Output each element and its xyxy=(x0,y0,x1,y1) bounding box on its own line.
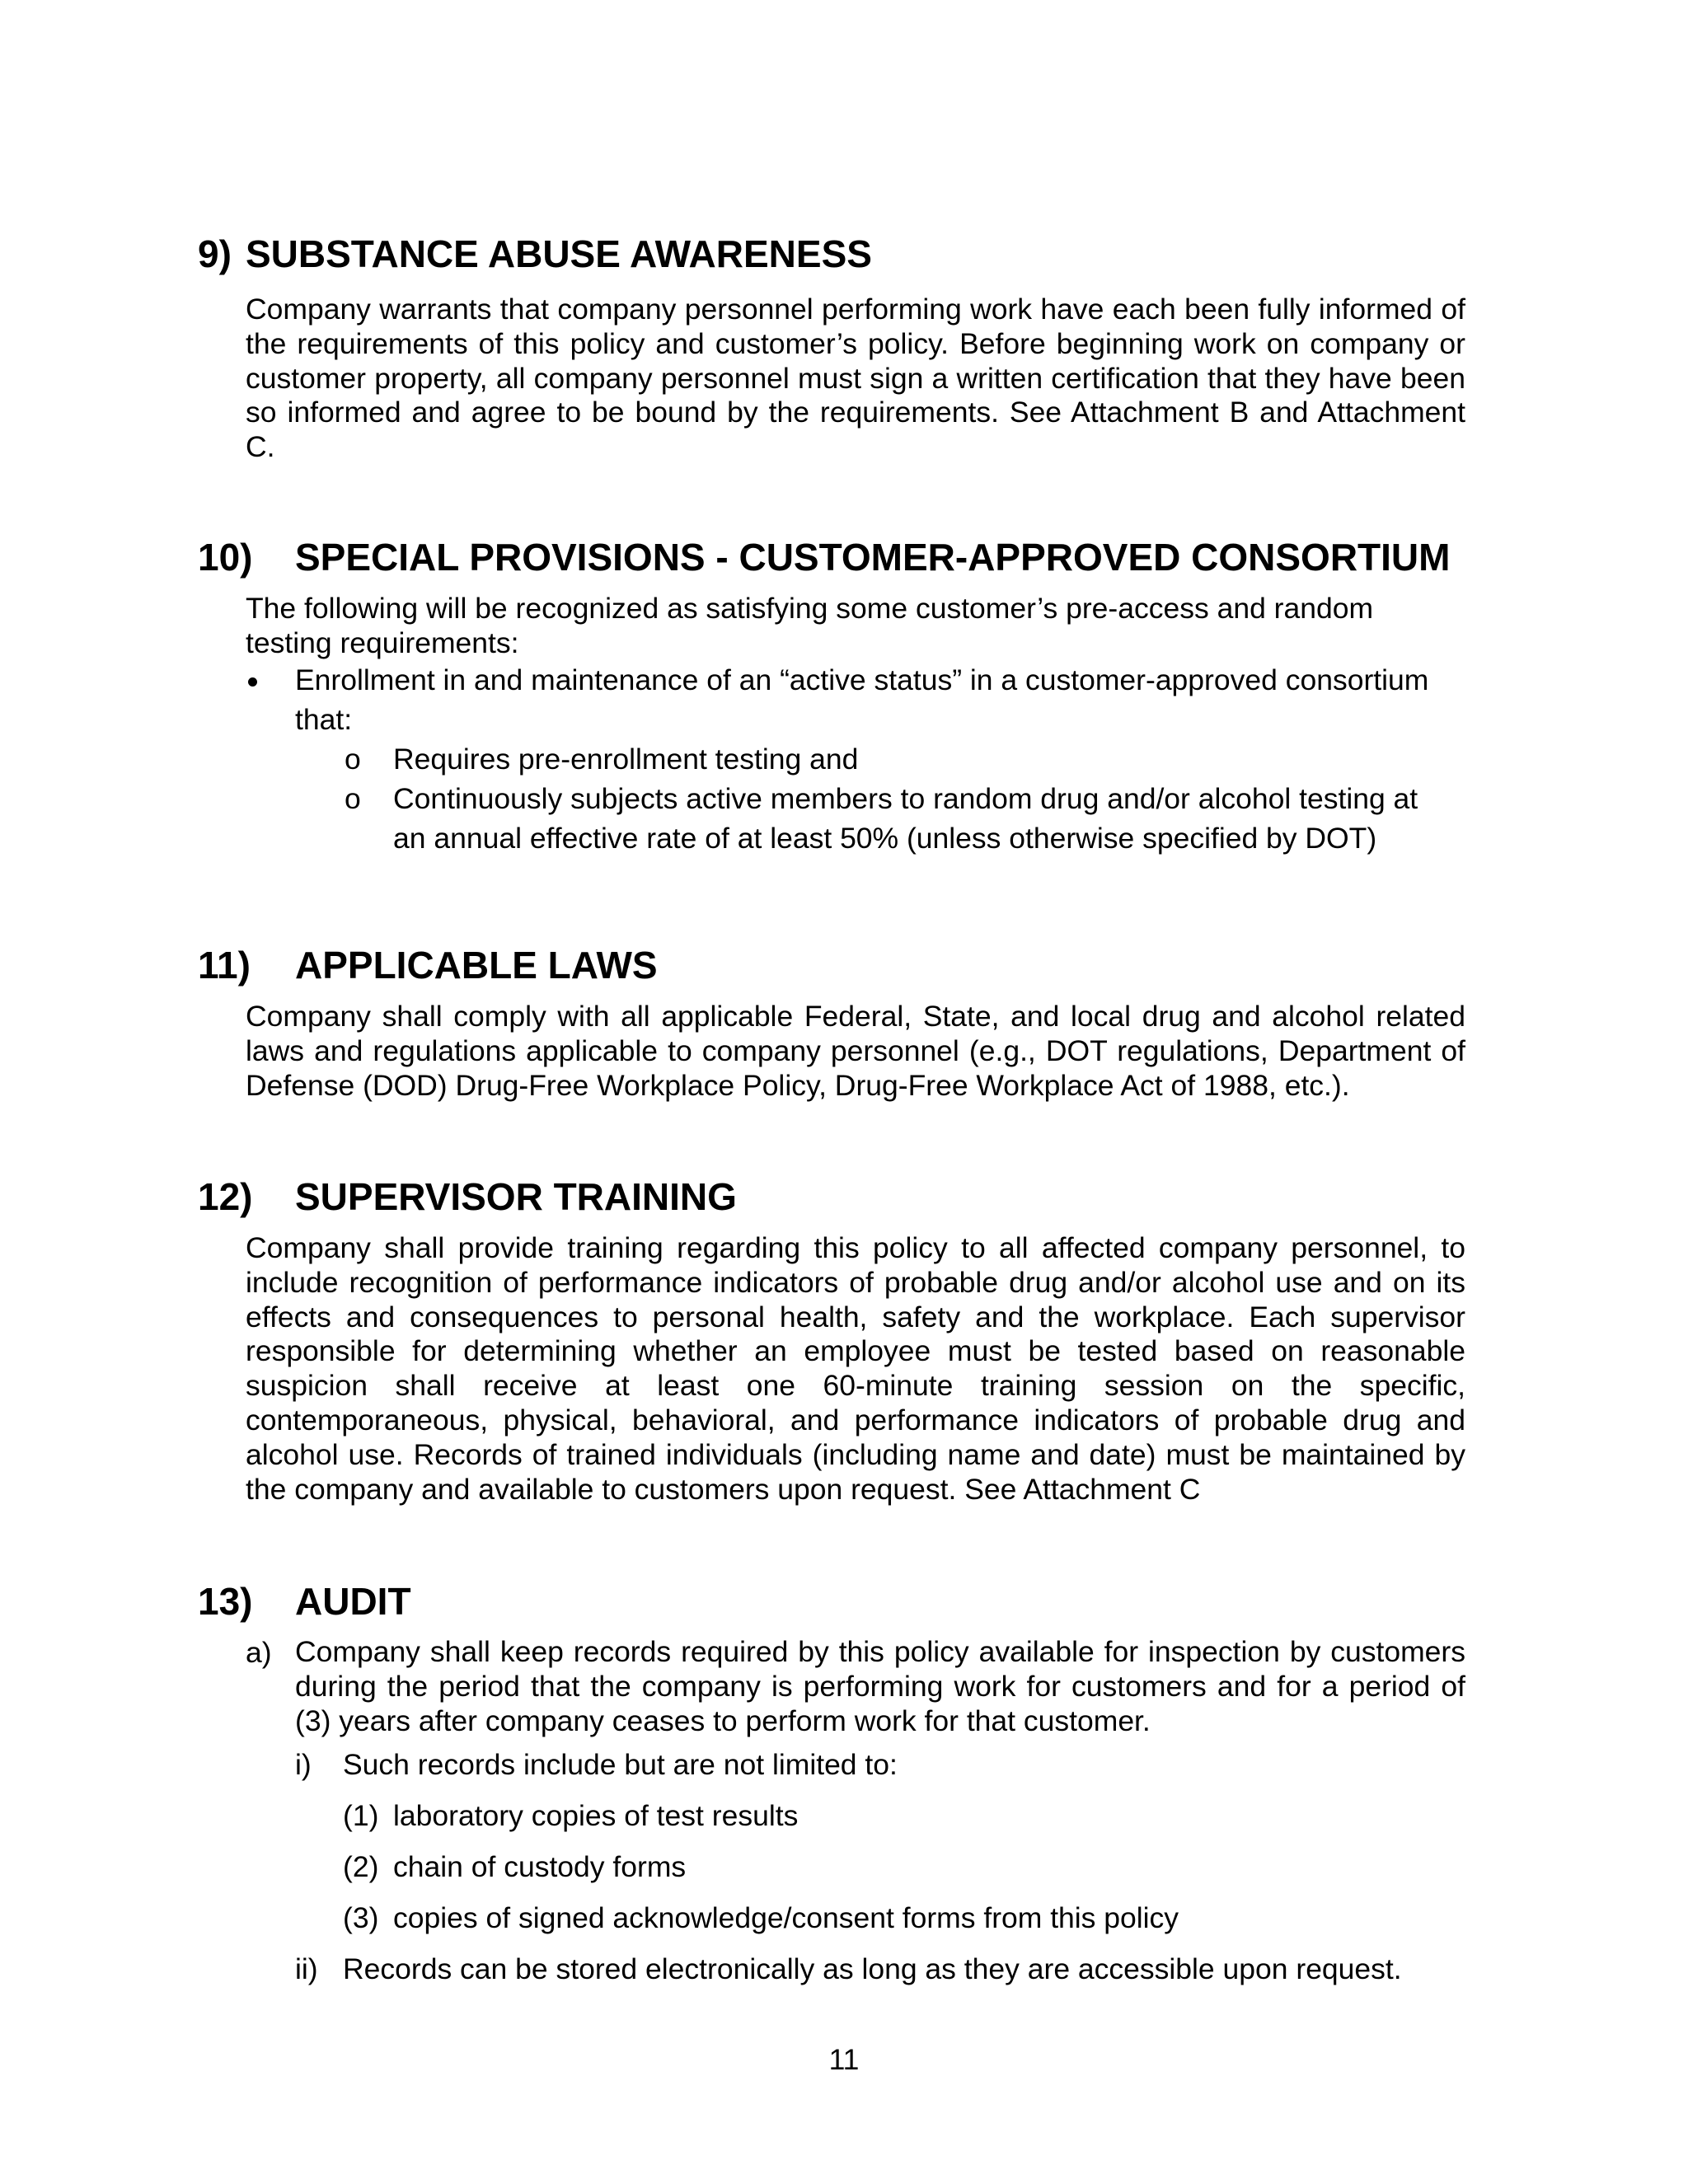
section-title: AUDIT xyxy=(295,1580,411,1623)
bullet-icon xyxy=(248,677,257,687)
section-number: 10) xyxy=(198,536,253,579)
section-10-heading xyxy=(198,534,1517,580)
section-number: 9) xyxy=(198,232,232,275)
list-marker-a: a) xyxy=(246,1636,272,1669)
audit-item-i: Such records include but are not limited to: xyxy=(343,1748,898,1781)
list-marker-i: i) xyxy=(295,1748,312,1781)
section-13-heading xyxy=(198,1578,1517,1624)
audit-item-ii: Records can be stored electronically as long as they are accessible upon request. xyxy=(343,1952,1402,1985)
section-number: 12) xyxy=(198,1175,253,1218)
records-list-item: copies of signed acknowledge/consent forms from this policy xyxy=(393,1901,1179,1934)
section-10-intro-line: testing requirements: xyxy=(246,626,519,659)
section-title: SUBSTANCE ABUSE AWARENESS xyxy=(246,232,872,275)
sub-bullet-text: an annual effective rate of at least 50% (unless otherwise specified by DOT) xyxy=(393,822,1377,855)
records-list-item: laboratory copies of test results xyxy=(393,1799,799,1832)
list-marker-1: (1) xyxy=(343,1799,379,1832)
section-12-heading xyxy=(198,1174,1517,1220)
list-marker-3: (3) xyxy=(343,1901,379,1934)
section-title: SUPERVISOR TRAINING xyxy=(295,1175,737,1218)
section-12-body: Company shall provide training regarding this policy to all affected company personnel, to include recognition of performance indicators of probable drug and/or alcohol use and on its effects and consequences to personal health, safety and the workplace. Each supervisor responsible for determining whether an employee must be tested based on reasonable suspicion shall receive at least one 60-minute training session on the specific, contemporaneous, physical, behavioral, and performance indicators of probable drug and alcohol use. Records of trained individuals (including name and date) must be maintained by the company and available to customers upon request. See Attachment C xyxy=(246,1231,1465,1506)
audit-item-a: Company shall keep records required by this policy available for inspection by customers during the period that the company is performing work for customers and for a period of (3) years after company ceases to perform work for that customer. xyxy=(295,1635,1465,1737)
section-9-heading xyxy=(198,231,1517,277)
bullet-text-line: that: xyxy=(295,703,353,736)
sub-bullet-icon: o xyxy=(345,743,361,776)
section-10-intro-line: The following will be recognized as satisfying some customer’s pre-access and random xyxy=(246,592,1374,625)
page-number: 11 xyxy=(828,2043,860,2076)
sub-bullet-text: Continuously subjects active members to random drug and/or alcohol testing at xyxy=(393,782,1418,815)
section-11-body: Company shall comply with all applicable Federal, State, and local drug and alcohol related laws and regulations applicable to company personnel (e.g., DOT regulations, Department of Defense (DOD) Drug-Free Workplace Policy, Drug-Free Workplace Act of 1988, etc.). xyxy=(246,1000,1465,1102)
bullet-text-line: Enrollment in and maintenance of an “active status” in a customer-approved consortium xyxy=(295,663,1429,696)
section-11-heading xyxy=(198,942,1517,988)
section-number: 11) xyxy=(198,944,251,987)
list-marker-ii: ii) xyxy=(295,1952,318,1985)
sub-bullet-text: Requires pre-enrollment testing and xyxy=(393,743,859,776)
section-title: APPLICABLE LAWS xyxy=(295,944,658,987)
records-list-item: chain of custody forms xyxy=(393,1850,687,1883)
section-9-body: Company warrants that company personnel performing work have each been fully informed of the requirements of this policy and customer’s policy. Before beginning work on company or customer property, all company personnel must sign a written certification that they have been so informed and agree to be bound by the requirements. See Attachment B and Attachment C. xyxy=(246,293,1465,464)
sub-bullet-icon: o xyxy=(345,782,361,815)
section-number: 13) xyxy=(198,1580,253,1623)
section-title: SPECIAL PROVISIONS - CUSTOMER-APPROVED CONSORTIUM xyxy=(295,536,1451,579)
list-marker-2: (2) xyxy=(343,1850,379,1883)
